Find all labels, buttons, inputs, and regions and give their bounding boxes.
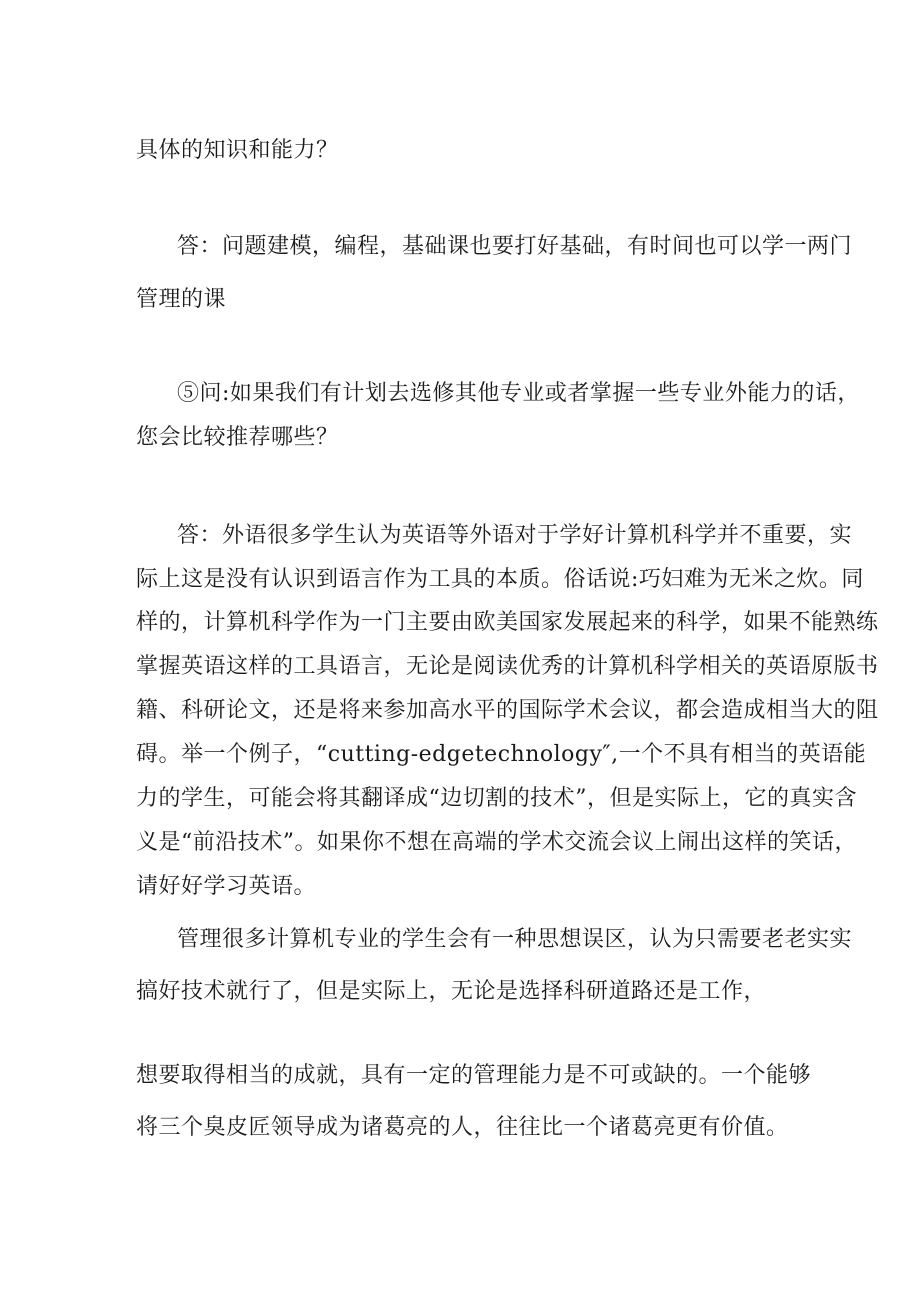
- text-line: 掌握英语这样的工具语言，无论是阅读优秀的计算机科学相关的英语原版书: [136, 654, 879, 679]
- text-line: 碍。举一个例子，“cutting-edgetechnology″,一个不具有相当的英语能: [136, 742, 867, 767]
- paragraph-line: 管理很多计算机专业的学生会有一种思想误区，认为只需要老老实实: [177, 927, 853, 952]
- question-line: ⑤问:如果我们有计划去选修其他专业或者掌握一些专业外能力的话，: [177, 381, 860, 406]
- text-line: 力的学生，可能会将其翻译成“边切割的技术”，但是实际上，它的真实含: [136, 786, 857, 811]
- text-line: 际上这是没有认识到语言作为工具的本质。俗话说:巧妇难为无米之炊。同: [136, 567, 864, 592]
- text-line: 具体的知识和能力？: [136, 138, 339, 163]
- text-line: 样的，计算机科学作为一门主要由欧美国家发展起来的科学，如果不能熟练: [136, 610, 879, 635]
- answer-line: 答：问题建模，编程，基础课也要打好基础，有时间也可以学一两门: [177, 234, 853, 259]
- text-line: 籍、科研论文，还是将来参加高水平的国际学术会议，都会造成相当大的阻: [136, 698, 879, 723]
- text-line: 搞好技术就行了，但是实际上，无论是选择科研道路还是工作，: [136, 979, 767, 1004]
- text-line: 请好好学习英语。: [136, 874, 317, 899]
- text-line: 义是“前沿技术”。如果你不想在高端的学术交流会议上闹出这样的笑话，: [136, 830, 857, 855]
- text-line: 想要取得相当的成就，具有一定的管理能力是不可或缺的。一个能够: [136, 1063, 812, 1088]
- answer-line: 答：外语很多学生认为英语等外语对于学好计算机科学并不重要，实: [177, 523, 853, 548]
- text-line: 您会比较推荐哪些？: [136, 425, 339, 450]
- text-line: 将三个臭皮匠领导成为诸葛亮的人，往往比一个诸葛亮更有价值。: [136, 1115, 789, 1140]
- text-line: 管理的课: [136, 287, 227, 312]
